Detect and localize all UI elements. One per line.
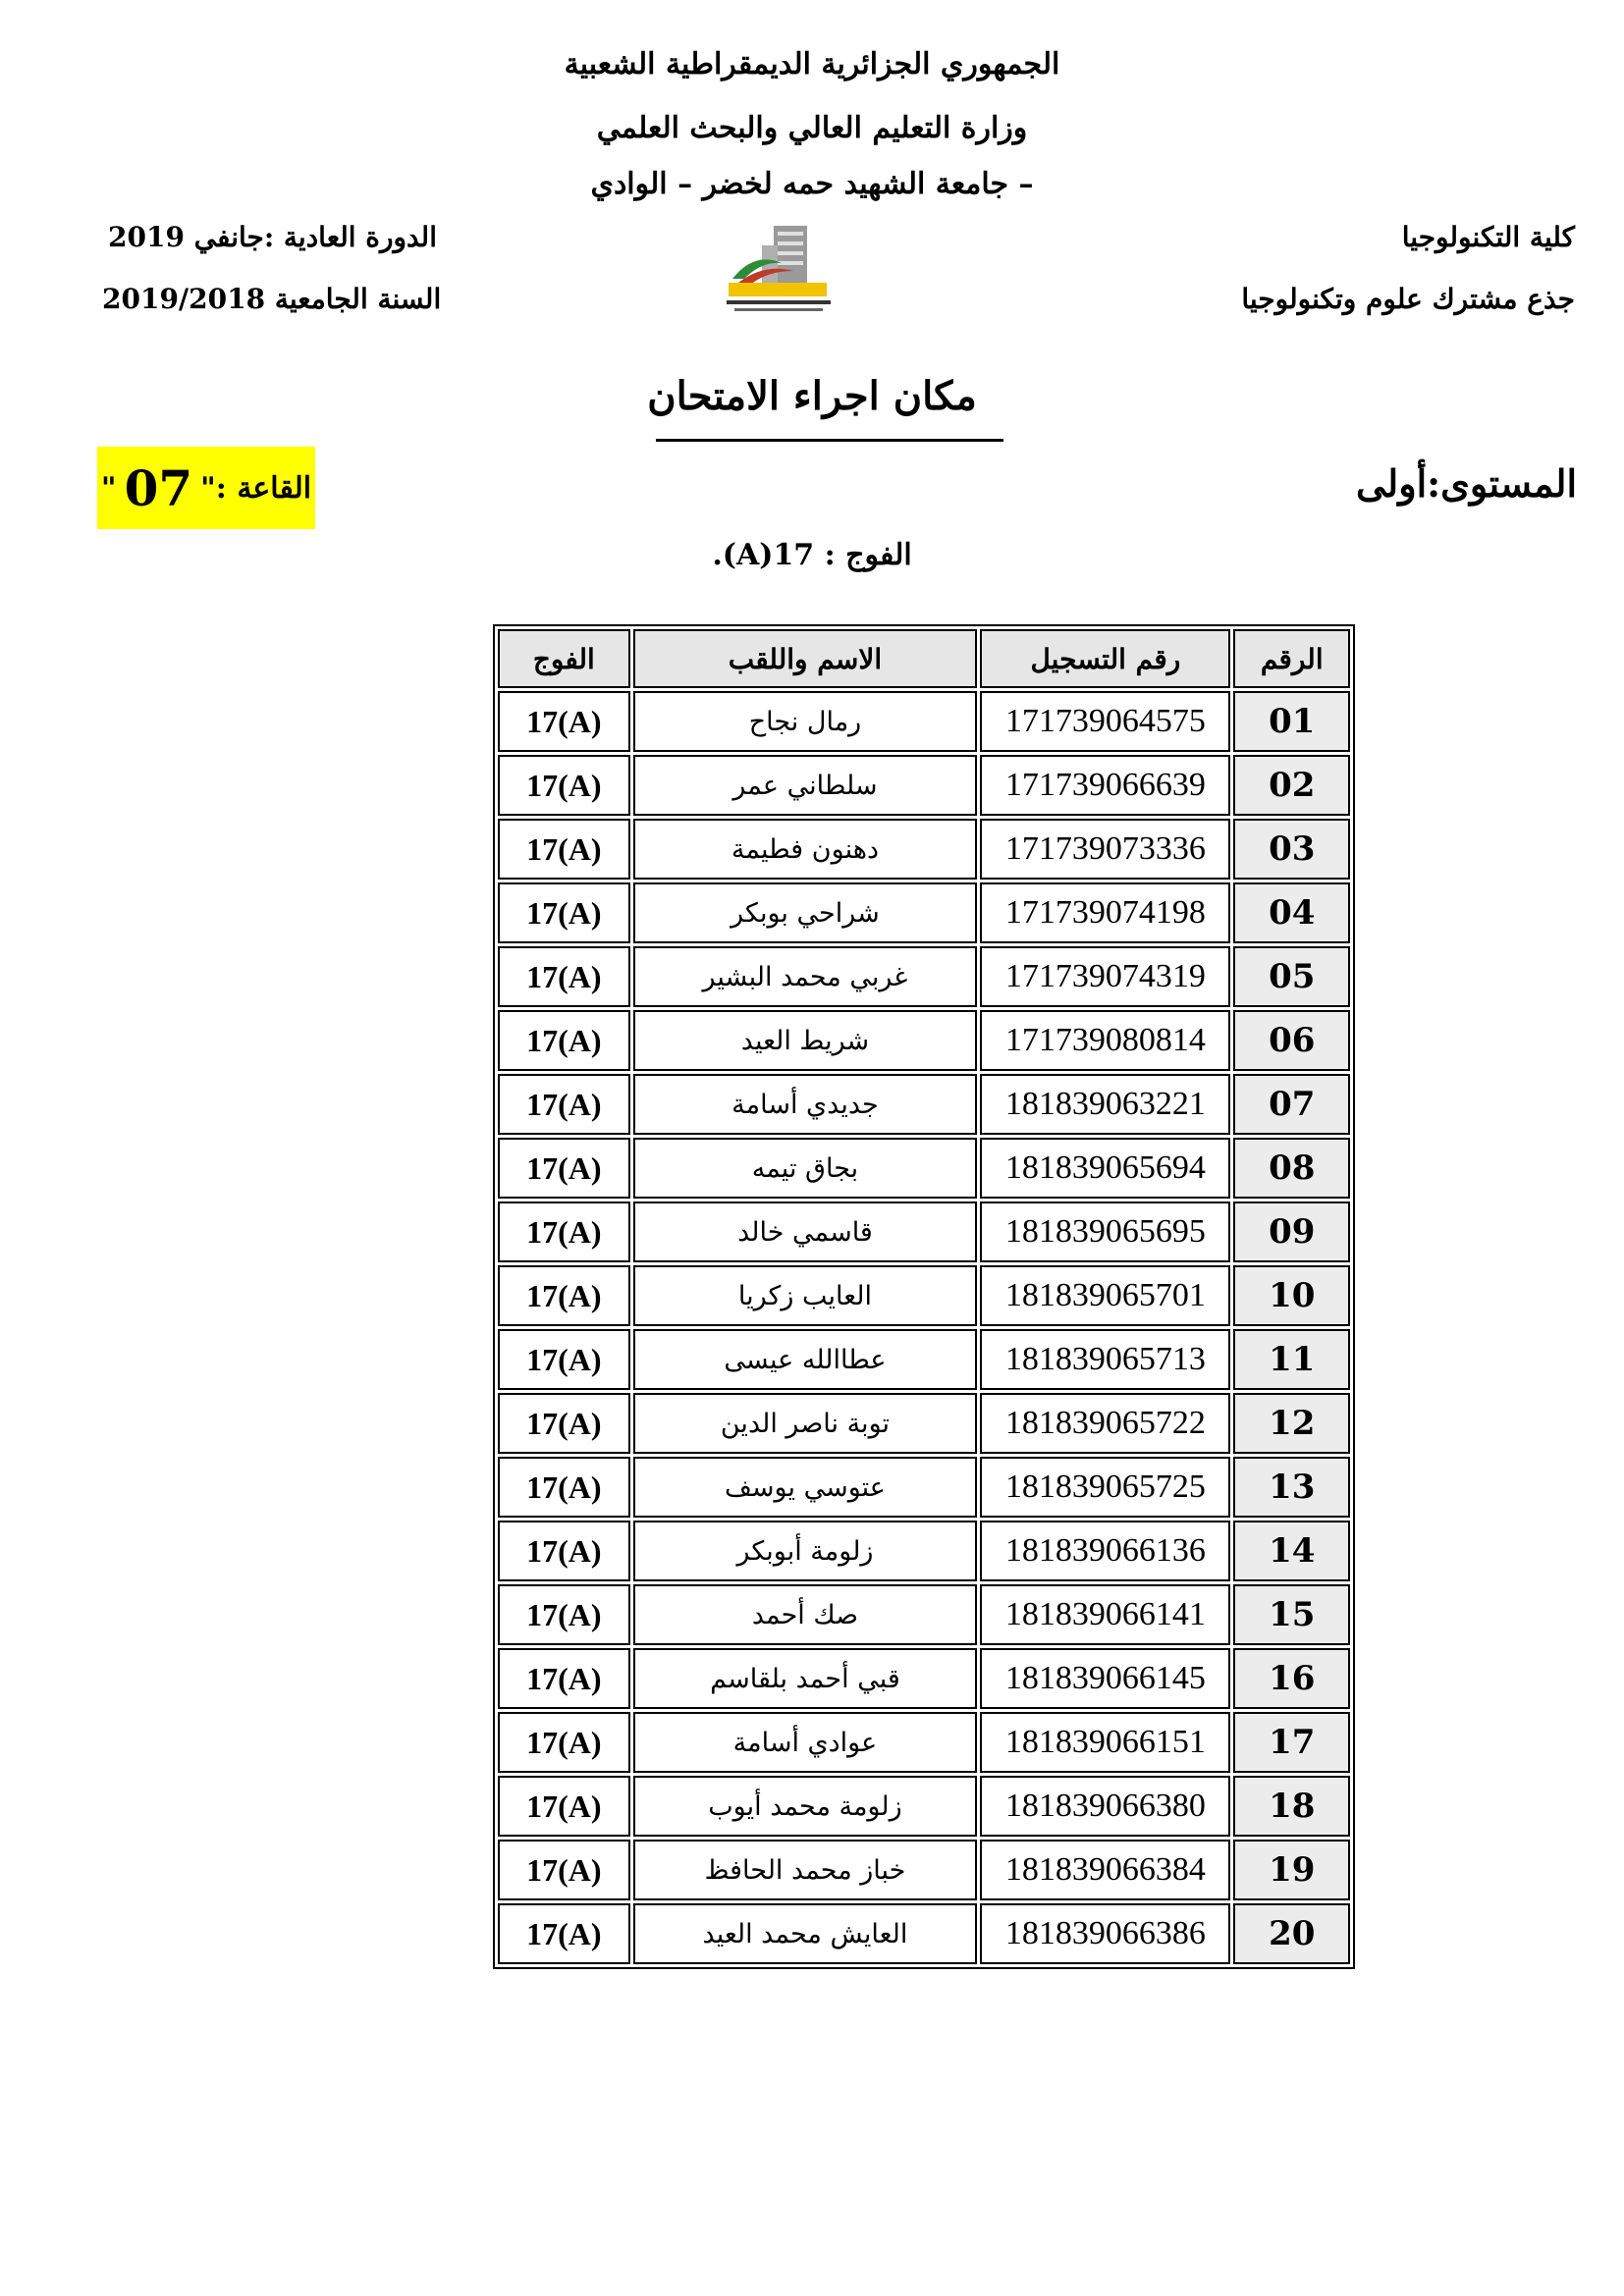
table-row (498, 1201, 1350, 1262)
group-code: 17(A) (498, 1329, 630, 1390)
student-name: صك أحمد (633, 1584, 978, 1645)
faculty-label: كلية التكنولوجيا (1401, 221, 1575, 253)
registration-number: 171739073336 (980, 819, 1230, 880)
ministry-title: وزارة التعليم العالي والبحث العلمي (596, 111, 1028, 145)
group-code: 17(A) (498, 691, 630, 752)
table-row (498, 1712, 1350, 1773)
table-row (498, 1010, 1350, 1071)
group-line: الفوج : 17(A). (712, 538, 912, 572)
students-table (493, 624, 1355, 1969)
registration-number: 171739066639 (980, 755, 1230, 816)
student-name: قبي أحمد بلقاسم (633, 1648, 978, 1709)
table-row (498, 1138, 1350, 1199)
group-code: 17(A) (498, 1840, 630, 1900)
registration-number: 171739080814 (980, 1010, 1230, 1071)
university-title: جامعة الشهيد حمه لخضر – الوادي – (590, 167, 1034, 201)
row-number: 03 (1233, 819, 1350, 880)
session-label: الدورة العادية :جانفي 2019 (108, 221, 437, 253)
group-code: 17(A) (498, 882, 630, 943)
row-number: 14 (1233, 1521, 1350, 1581)
table-row (498, 1074, 1350, 1135)
table-row (498, 1521, 1350, 1581)
table-row (498, 691, 1350, 752)
registration-number: 181839066384 (980, 1840, 1230, 1900)
registration-number: 181839065701 (980, 1265, 1230, 1326)
row-number: 08 (1233, 1138, 1350, 1199)
student-name: عطاالله عيسى (633, 1329, 978, 1390)
level-label: المستوى:أولى (1355, 461, 1577, 506)
registration-number: 171739064575 (980, 691, 1230, 752)
row-number: 16 (1233, 1648, 1350, 1709)
group-code: 17(A) (498, 1776, 630, 1837)
student-name: بجاق تيمه (633, 1138, 978, 1199)
registration-number: 181839066141 (980, 1584, 1230, 1645)
table-row (498, 1329, 1350, 1390)
registration-number: 181839066136 (980, 1521, 1230, 1581)
registration-number: 181839065722 (980, 1393, 1230, 1454)
registration-number: 181839066145 (980, 1648, 1230, 1709)
table-row (498, 1776, 1350, 1837)
student-name: العايش محمد العيد (633, 1903, 978, 1964)
republic-title: الجمهوري الجزائرية الديمقراطية الشعبية (564, 47, 1060, 81)
student-name: سلطاني عمر (633, 755, 978, 816)
row-number: 04 (1233, 882, 1350, 943)
row-number: 18 (1233, 1776, 1350, 1837)
table-row (498, 882, 1350, 943)
student-name: دهنون فطيمة (633, 819, 978, 880)
group-code: 17(A) (498, 1074, 630, 1135)
table-header-row (498, 629, 1350, 688)
group-code: 17(A) (498, 1648, 630, 1709)
row-number: 15 (1233, 1584, 1350, 1645)
registration-number: 181839063221 (980, 1074, 1230, 1135)
row-number: 17 (1233, 1712, 1350, 1773)
registration-number: 181839065695 (980, 1201, 1230, 1262)
group-code: 17(A) (498, 1521, 630, 1581)
row-number: 02 (1233, 755, 1350, 816)
student-name: عتوسي يوسف (633, 1457, 978, 1518)
university-building-logo-icon (725, 218, 833, 316)
group-code: 17(A) (498, 946, 630, 1007)
row-number: 12 (1233, 1393, 1350, 1454)
hall-label: القاعة : (215, 470, 312, 506)
student-name: شراحي بوبكر (633, 882, 978, 943)
branch-label: جذع مشترك علوم وتكنولوجيا (1241, 283, 1575, 315)
table-row (498, 1840, 1350, 1900)
group-code: 17(A) (498, 1712, 630, 1773)
hall-open-quote: " (200, 470, 216, 506)
table-row (498, 755, 1350, 816)
row-number: 19 (1233, 1840, 1350, 1900)
table-row (498, 1457, 1350, 1518)
student-name: توبة ناصر الدين (633, 1393, 978, 1454)
student-name: زلومة أبوبكر (633, 1521, 978, 1581)
hall-number-box (97, 447, 315, 529)
group-code: 17(A) (498, 1584, 630, 1645)
row-number: 06 (1233, 1010, 1350, 1071)
student-name: شريط العيد (633, 1010, 978, 1071)
header-group: الفوج (498, 629, 630, 688)
student-name: رمال نجاح (633, 691, 978, 752)
registration-number: 181839065725 (980, 1457, 1230, 1518)
row-number: 05 (1233, 946, 1350, 1007)
table-row (498, 1393, 1350, 1454)
student-name: عوادي أسامة (633, 1712, 978, 1773)
group-code: 17(A) (498, 1010, 630, 1071)
student-name: العايب زكريا (633, 1265, 978, 1326)
student-name: جديدي أسامة (633, 1074, 978, 1135)
group-code: 17(A) (498, 819, 630, 880)
row-number: 13 (1233, 1457, 1350, 1518)
group-code: 17(A) (498, 1265, 630, 1326)
registration-number: 181839066386 (980, 1903, 1230, 1964)
student-name: غربي محمد البشير (633, 946, 978, 1007)
registration-number: 181839066151 (980, 1712, 1230, 1773)
hall-number: 07 (124, 458, 193, 517)
table-row (498, 1584, 1350, 1645)
student-name: قاسمي خالد (633, 1201, 978, 1262)
table-row (498, 819, 1350, 880)
table-row (498, 1265, 1350, 1326)
header-registration: رقم التسجيل (980, 629, 1230, 688)
group-code: 17(A) (498, 755, 630, 816)
hall-close-quote: " (100, 470, 117, 506)
row-number: 11 (1233, 1329, 1350, 1390)
registration-number: 181839066380 (980, 1776, 1230, 1837)
table-row (498, 946, 1350, 1007)
header-num: الرقم (1233, 629, 1350, 688)
table-row (498, 1903, 1350, 1964)
registration-number: 181839065694 (980, 1138, 1230, 1199)
row-number: 20 (1233, 1903, 1350, 1964)
group-code: 17(A) (498, 1903, 630, 1964)
header-name: الاسم واللقب (633, 629, 978, 688)
row-number: 09 (1233, 1201, 1350, 1262)
row-number: 01 (1233, 691, 1350, 752)
group-code: 17(A) (498, 1393, 630, 1454)
group-code: 17(A) (498, 1201, 630, 1262)
registration-number: 181839065713 (980, 1329, 1230, 1390)
registration-number: 171739074319 (980, 946, 1230, 1007)
registration-number: 171739074198 (980, 882, 1230, 943)
student-name: خباز محمد الحافظ (633, 1840, 978, 1900)
academic-year-label: السنة الجامعية 2019/2018 (102, 283, 442, 315)
row-number: 07 (1233, 1074, 1350, 1135)
student-name: زلومة محمد أيوب (633, 1776, 978, 1837)
row-number: 10 (1233, 1265, 1350, 1326)
group-code: 17(A) (498, 1457, 630, 1518)
table-row (498, 1648, 1350, 1709)
exam-location-title: مكان اجراء الامتحان (647, 373, 977, 419)
title-underline (656, 439, 1003, 442)
group-code: 17(A) (498, 1138, 630, 1199)
